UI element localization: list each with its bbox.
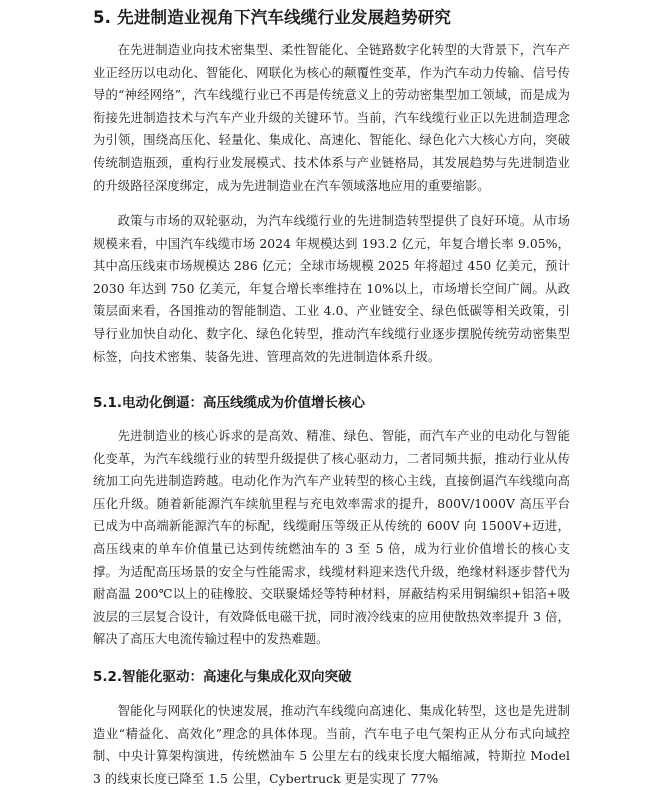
subsection-5-2-title: 5.2.智能化驱动：高速化与集成化双向突破 xyxy=(93,669,352,685)
subsection-5-2-paragraph: 智能化与网联化的快速发展，推动汽车线缆向高速化、集成化转型，这也是先进制造业“精益化、高效化”理念的具体体现。当前，汽车电子电气架构正从分布式向域控制、中央计算架构演进，传统燃油车 5 公里左右的线束长度大幅缩减，特斯拉 Model 3 的线束长度已降至 1.5 公里，Cybertruck 更是实现了 77% xyxy=(93,704,570,786)
subsection-5-1-paragraph: 先进制造业的核心诉求的是高效、精准、绿色、智能，而汽车产业的电动化与智能化变革，为汽车线缆行业的转型升级提供了核心驱动力，二者同频共振，推动行业从传统加工向先进制造跨越。电动化作为汽车产业转型的核心主线，直接倒逼汽车线缆向高压化升级。随着新能源汽车续航里程与充电效率需求的提升，800V/1000V 高压平台已成为中高端新能源汽车的标配，线缆耐压等级正从传统的 600V 向 1500V+迈进，高压线束的单车价值量已达到传统燃油车的 3 至 5 倍，成为行业价值增长的核心支撑。为适配高压场景的安全与性能需求，线缆材料迎来迭代升级，绝缘材料逐步替代为耐高温 200℃以上的硅橡胶、交联聚烯烃等特种材料，屏蔽结构采用铜编织+铝箔+吸波层的三层复合设计，有效降低电磁干扰，同时液冷线束的应用使散热效率提升 3 倍，解决了高压大电流传输过程中的发热难题。 xyxy=(93,429,570,647)
section-title: 5. 先进制造业视角下汽车线缆行业发展趋势研究 xyxy=(93,8,452,27)
section-paragraph-2: 政策与市场的双轮驱动，为汽车线缆行业的先进制造转型提供了良好环境。从市场规模来看，中国汽车线缆市场 2024 年规模达到 193.2 亿元，年复合增长率 9.05%，其中高压线束市场规模达 286 亿元；全球市场规模 2025 年将超过 450 亿美元，预计 2030 年达到 750 亿美元，年复合增长率维持在 10%以上，市场增长空间广阔。从政策层面来看，各国推动的智能制造、工业 4.0、产业链安全、绿色低碳等相关政策，引导行业加快自动化、数字化、绿色化转型，推动汽车线缆行业逐步摆脱传统劳动密集型标签，向技术密集、装备先进、管理高效的先进制造体系升级。 xyxy=(93,214,570,364)
section-paragraph-1: 在先进制造业向技术密集型、柔性智能化、全链路数字化转型的大背景下，汽车产业正经历以电动化、智能化、网联化为核心的颠覆性变革，作为汽车动力传输、信号传导的“神经网络”，汽车线缆行业已不再是传统意义上的劳动密集型加工领域，而是成为衔接先进制造技术与汽车产业升级的关键环节。当前，汽车线缆行业正以先进制造理念为引领，围绕高压化、轻量化、集成化、高速化、智能化、绿色化六大核心方向，突破传统制造瓶颈，重构行业发展模式、技术体系与产业链格局，其发展趋势与先进制造业的升级路径深度绑定，成为先进制造业在汽车领域落地应用的重要缩影。 xyxy=(93,43,570,193)
subsection-5-1-title: 5.1.电动化倒逼：高压线缆成为价值增长核心 xyxy=(93,395,366,411)
